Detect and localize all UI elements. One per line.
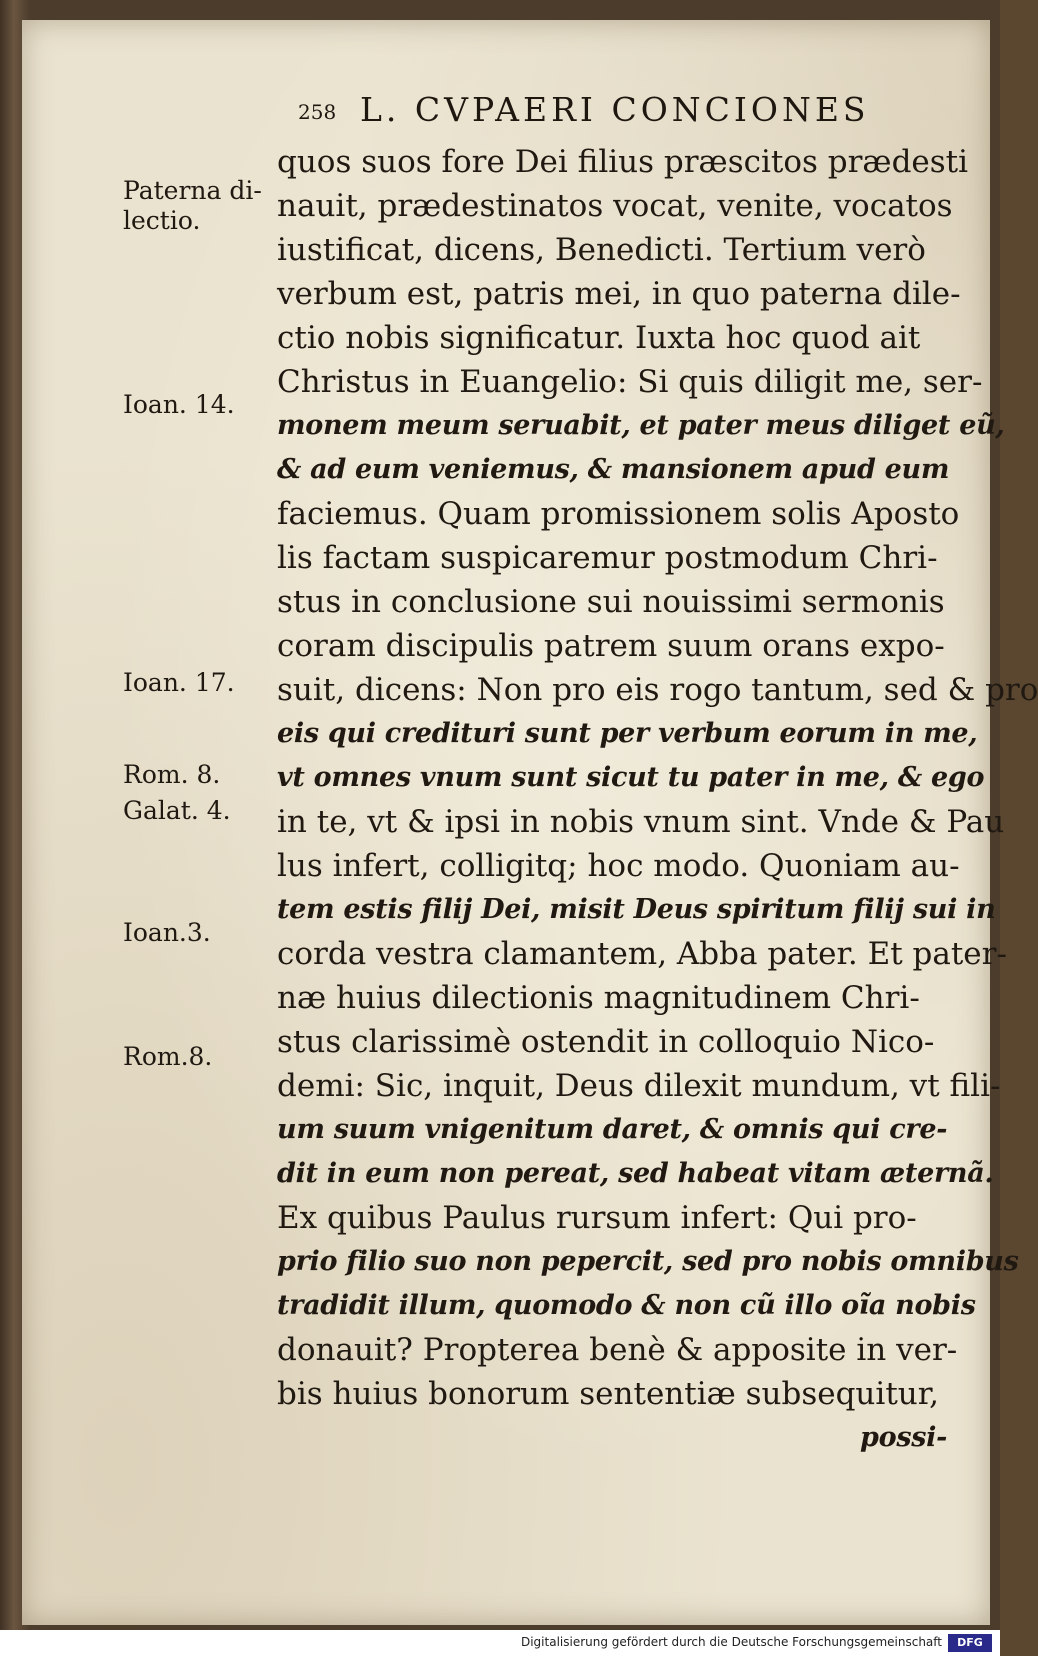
catchword: possi- xyxy=(860,1422,947,1453)
marginal-note: Galat. 4. xyxy=(123,796,231,825)
body-text xyxy=(277,140,1038,1460)
text-line: næ huius dilectionis magnitudinem Chri- xyxy=(277,980,920,1016)
marginal-notes xyxy=(0,0,270,1656)
text-line: nauit, prædestinatos vocat, venite, vocatos xyxy=(277,188,953,224)
text-line: bis huius bonorum sententiæ subsequitur, xyxy=(277,1376,940,1412)
text-line: vt omnes vnum sunt sicut tu pater in me, & ego xyxy=(277,762,985,793)
text-line: iustificat, dicens, Benedicti. Tertium verò xyxy=(277,232,926,268)
text-line: quos suos fore Dei filius præscitos prædesti xyxy=(277,144,969,180)
text-line: faciemus. Quam promissionem solis Aposto xyxy=(277,496,960,532)
marginal-note: Ioan. 14. xyxy=(123,390,235,419)
text-line: Ex quibus Paulus rursum infert: Qui pro- xyxy=(277,1200,917,1236)
text-line: & ad eum veniemus, & mansionem apud eum xyxy=(277,454,950,485)
text-line: demi: Sic, inquit, Deus dilexit mundum, vt fili- xyxy=(277,1068,1001,1104)
marginal-note: Rom.8. xyxy=(123,1042,213,1071)
text-line: ctio nobis significatur. Iuxta hoc quod ait xyxy=(277,320,921,356)
text-line: lis factam suspicaremur postmodum Chri- xyxy=(277,540,938,576)
text-line: dit in eum non pereat, sed habeat vitam æternã. xyxy=(277,1158,994,1189)
marginal-note: lectio. xyxy=(123,206,201,235)
text-line: coram discipulis patrem suum orans expo- xyxy=(277,628,945,664)
text-line: lus infert, colligitq; hoc modo. Quoniam au- xyxy=(277,848,960,884)
running-head: L. CVPAERI CONCIONES xyxy=(360,90,870,129)
marginal-note: Paterna di- xyxy=(123,176,262,205)
funding-credit: Digitalisierung gefördert durch die Deutsche Forschungsgemeinschaft xyxy=(520,1635,942,1649)
text-line: tradidit illum, quomodo & non cũ illo oĩa nobis xyxy=(277,1290,976,1321)
page-number: 258 xyxy=(298,100,337,124)
dfg-logo: DFG xyxy=(948,1634,992,1652)
digitization-footer xyxy=(0,1630,1000,1656)
text-line: in te, vt & ipsi in nobis vnum sint. Vnde & Pau xyxy=(277,804,1005,840)
text-line: prio filio suo non pepercit, sed pro nobis omnibus xyxy=(277,1246,1019,1277)
text-line: donauit? Propterea benè & apposite in ver- xyxy=(277,1332,958,1368)
text-line: Christus in Euangelio: Si quis diligit me, ser- xyxy=(277,364,983,400)
marginal-note: Ioan. 17. xyxy=(123,668,235,697)
marginal-note: Rom. 8. xyxy=(123,760,221,789)
text-line: suit, dicens: Non pro eis rogo tantum, sed & pro xyxy=(277,672,1038,708)
text-line: eis qui credituri sunt per verbum eorum in me, xyxy=(277,718,978,749)
text-line: monem meum seruabit, et pater meus diliget eũ, xyxy=(277,410,1005,441)
marginal-note: Ioan.3. xyxy=(123,918,211,947)
text-line: um suum vnigenitum daret, & omnis qui cre- xyxy=(277,1114,948,1145)
text-line: tem estis filij Dei, misit Deus spiritum filij sui in xyxy=(277,894,996,925)
text-line: verbum est, patris mei, in quo paterna dile- xyxy=(277,276,961,312)
text-line: corda vestra clamantem, Abba pater. Et pater- xyxy=(277,936,1007,972)
text-line: stus clarissimè ostendit in colloquio Nico- xyxy=(277,1024,935,1060)
text-line: stus in conclusione sui nouissimi sermonis xyxy=(277,584,945,620)
